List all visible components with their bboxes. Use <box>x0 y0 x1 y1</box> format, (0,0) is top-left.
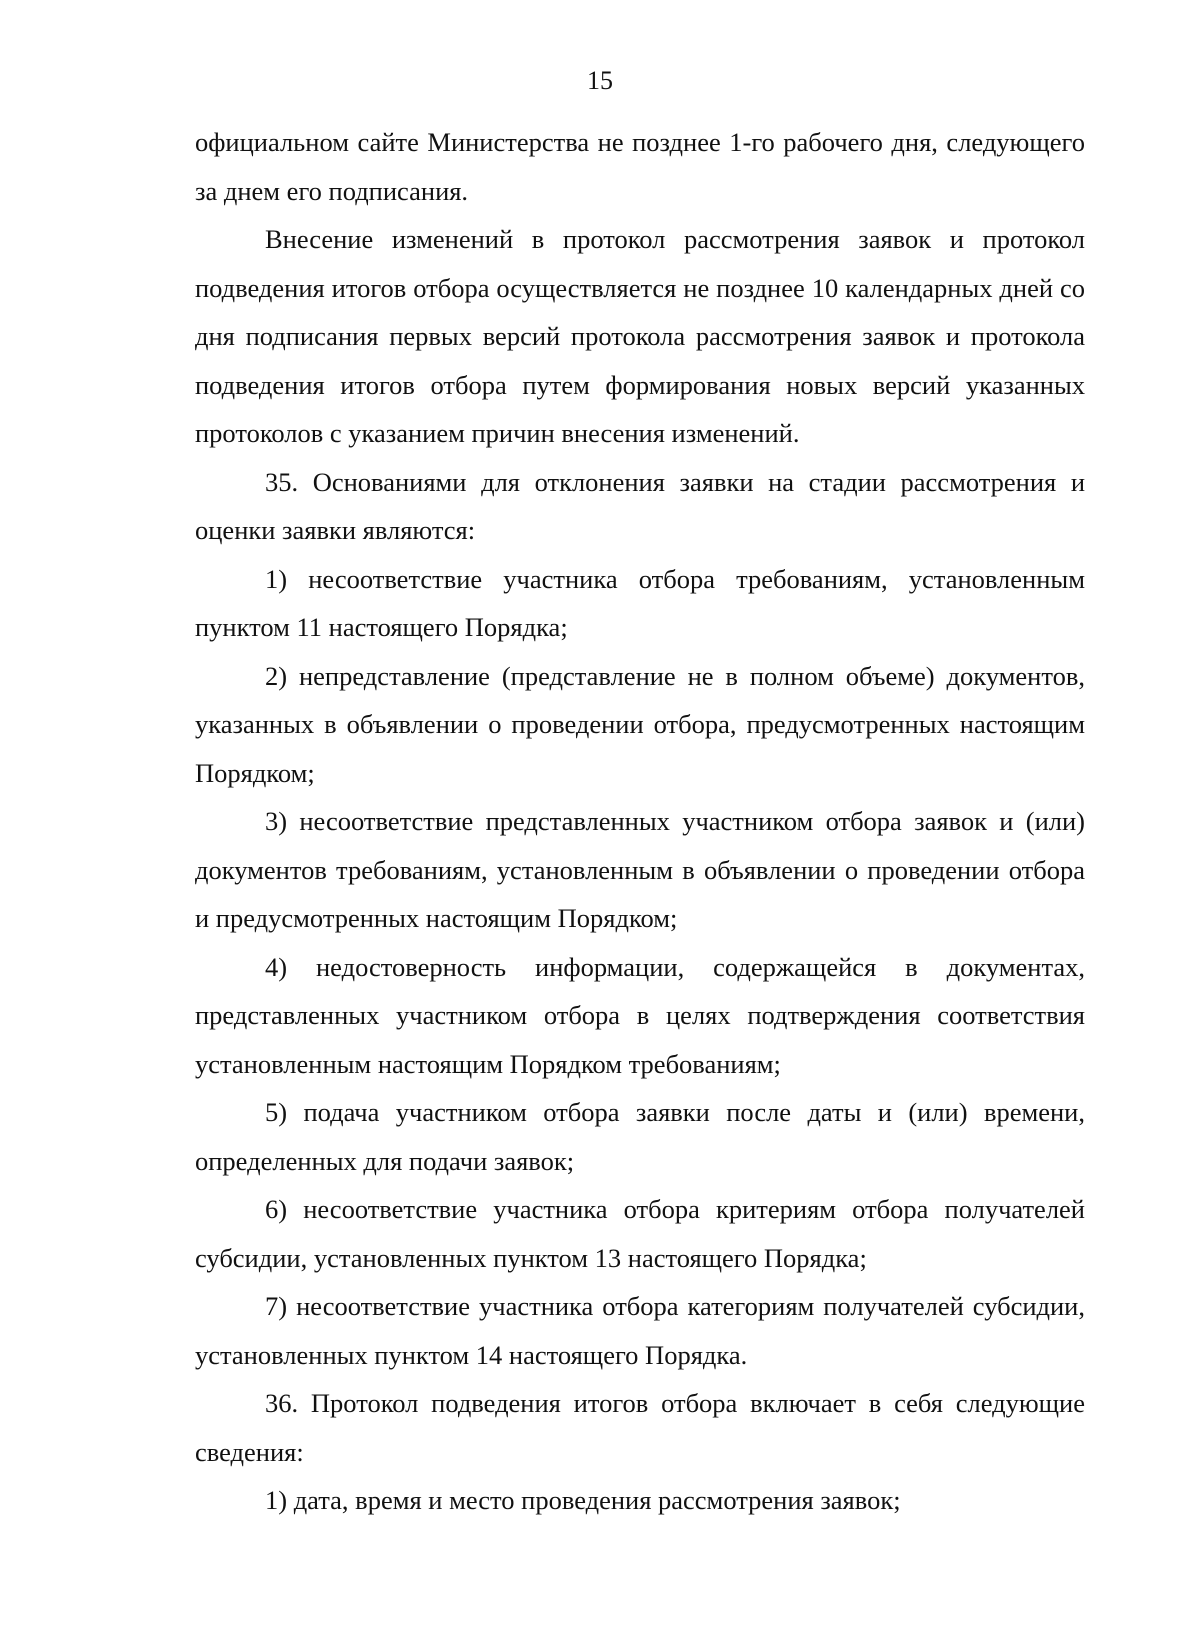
list-item-1: 1) несоответствие участника отбора требованиям, установленным пунктом 11 настоящего Порядка; <box>195 563 1085 642</box>
document-body <box>195 118 1085 1525</box>
page-number: 15 <box>587 66 613 95</box>
paragraph-36-protocol-contents: 36. Протокол подведения итогов отбора включает в себя следующие сведения: <box>195 1388 1085 1467</box>
list-item-7: 7) несоответствие участника отбора категориям получателей субсидии, установленных пунктом 14 настоящего Порядка. <box>195 1291 1085 1370</box>
paragraph-35-rejection-grounds: 35. Основаниями для отклонения заявки на стадии рассмотрения и оценки заявки являются: <box>195 466 1085 545</box>
list-item-2: 2) непредставление (представление не в полном объеме) документов, указанных в объявлении о проведении отбора, предусмотренных настоящим Порядком; <box>195 660 1085 788</box>
list-item-5: 5) подача участником отбора заявки после даты и (или) времени, определенных для подачи заявок; <box>195 1097 1085 1176</box>
list-item-36-1: 1) дата, время и место проведения рассмотрения заявок; <box>265 1485 901 1515</box>
paragraph-protocol-changes: Внесение изменений в протокол рассмотрения заявок и протокол подведения итогов отбора осуществляется не позднее 10 календарных дней со дня подписания первых версий протокола рассмотрения заявок и протокола подведения итогов отбора путем формирования новых версий указанных протоколов с указанием причин внесения изменений. <box>195 224 1085 448</box>
list-item-3: 3) несоответствие представленных участником отбора заявок и (или) документов требованиям, установленным в объявлении о проведении отбора и предусмотренных настоящим Порядком; <box>195 806 1085 933</box>
list-item-4: 4) недостоверность информации, содержащейся в документах, представленных участником отбора в целях подтверждения соответствия установленным настоящим Порядком требованиям; <box>195 951 1085 1079</box>
paragraph-continuation: официальном сайте Министерства не позднее 1-го рабочего дня, следующего за днем его подписания. <box>195 127 1085 206</box>
list-item-6: 6) несоответствие участника отбора критериям отбора получателей субсидии, установленных пунктом 13 настоящего Порядка; <box>195 1194 1085 1273</box>
